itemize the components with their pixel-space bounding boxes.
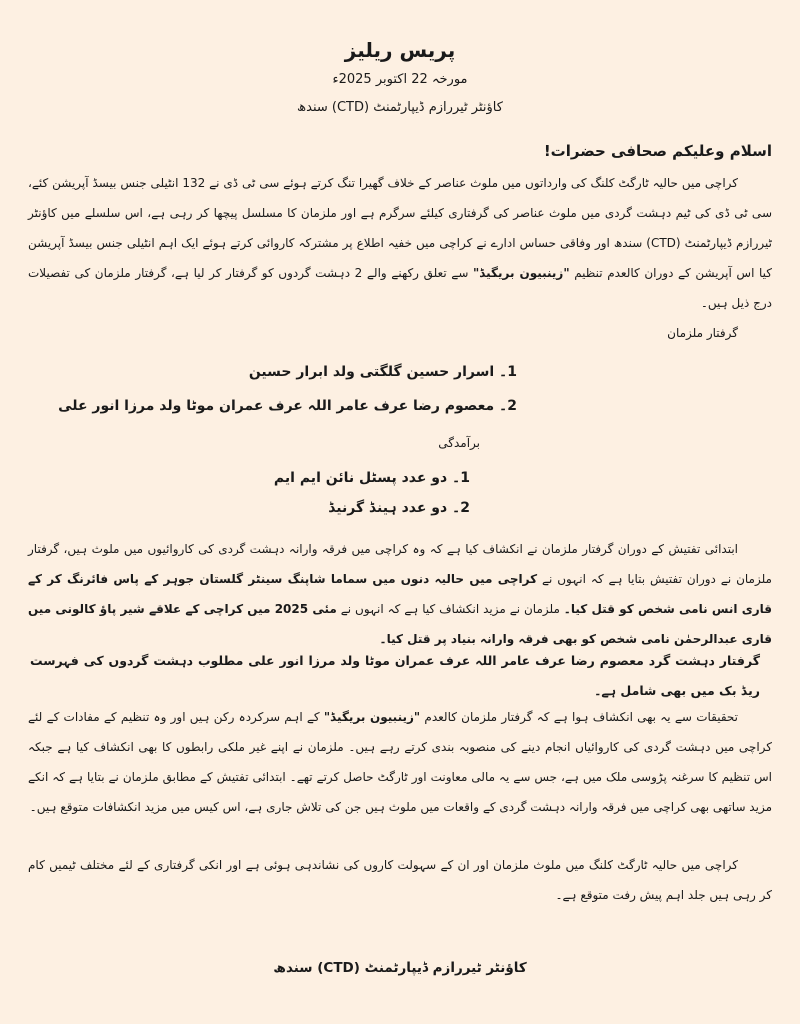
investigation-text-a: ابتدائی تفتیش کے دوران گرفتار ملزمان نے انکشاف کیا ہے کہ وہ کراچی میں فرقہ وارانہ دہشت گردی کی کاروائیوں میں ملوث ہیں، گرفتار ملزمان نے دوران تفتیش بتایا ہے کہ انہوں نے (28, 542, 772, 586)
intro-text-b: سے تعلق رکھنے والے 2 دہشت گردوں کو گرفتار کر لیا ہے، گرفتار ملزمان کی تفصیلات درج ذیل ہیں۔ (28, 266, 772, 310)
paragraph-investigation (28, 534, 772, 654)
accused-item: 1۔ اسرار حسین گلگتی ولد ابرار حسین (248, 364, 517, 380)
accused-item: 2۔ معصوم رضا عرف عامر اللہ عرف عمران موٹا ولد مرزا انور علی (58, 398, 517, 414)
investigation-bold-2: مئی 2025 میں کراچی کے علاقے شیر پاؤ کالونی میں قاری عبدالرحمٰن نامی شخص کو بھی فرقہ وارانہ بنیاد پر قتل کیا۔ (28, 602, 772, 646)
findings-organization: "زینبیون بریگیڈ" (323, 710, 421, 724)
paragraph-red-book: گرفتار دہشت گرد معصوم رضا عرف عامر اللہ عرف عمران موٹا ولد مرزا انور علی مطلوب دہشت گردوں کی فہرست ریڈ بک میں بھی شامل ہے۔ (30, 653, 760, 698)
accused-heading: گرفتار ملزمان (667, 326, 738, 340)
investigation-bold-1: کراچی میں حالیہ دنوں میں سماما شاپنگ سینٹر گلستان جوہر کے پاس فائرنگ کر کے قاری انس نامی شخص کو قتل کیا۔ (28, 572, 773, 616)
salutation: اسلام وعلیکم صحافی حضرات! (543, 142, 772, 160)
signature: کاؤنٹر ٹیررازم ڈیپارٹمنٹ (CTD) سندھ (273, 960, 527, 976)
findings-text-a: تحقیقات سے یہ بھی انکشاف ہوا ہے کہ گرفتار ملزمان کالعدم (420, 710, 738, 724)
recovery-item: 2۔ دو عدد ہینڈ گرنیڈ (328, 500, 470, 516)
organization-name: "زینبیون بریگیڈ" (472, 266, 570, 280)
intro-text-a: کراچی میں حالیہ ٹارگٹ کلنگ کی وارداتوں میں ملوث عناصر کے خلاف گھیرا تنگ کرتے ہوئے سی ٹی ڈی نے 132 انٹیلی جنس بیسڈ آپریشن کئے، سی ٹی ڈی کی ٹیم دہشت گردی میں ملوث عناصر کی گرفتاری کیلئے سرگرم ہے اور ملزمان کا مسلسل پیچھا کر رہی ہے، اس سلسلے میں کاؤنٹر ٹیررازم ڈیپارٹمنٹ (CTD) سندھ اور وفاقی حساس ادارے نے کراچی میں خفیہ اطلاع پر مشترکہ کاروائی کرتے ہوئے ایک اہم انٹیلی جنس بیسڈ آپریشن کیا اس آپریشن کے دوران کالعدم تنظیم (28, 176, 772, 280)
paragraph-closing: کراچی میں حالیہ ٹارگٹ کلنگ میں ملوث ملزمان اور ان کے سہولت کاروں کی نشاندہی ہوئی ہے اور انکی گرفتاری کے لئے مختلف ٹیمیں کام کر رہی ہیں جلد اہم پیش رفت متوقع ہے۔ (28, 858, 772, 902)
investigation-text-b: ملزمان نے مزید انکشاف کیا ہے کہ انہوں نے (336, 602, 564, 616)
document-date: مورخہ 22 اکتوبر 2025ء (332, 72, 468, 87)
paragraph-findings (28, 702, 772, 822)
paragraph-intro (28, 168, 772, 318)
department-name: کاؤنٹر ٹیررازم ڈیپارٹمنٹ (CTD) سندھ (297, 100, 503, 115)
findings-text-b: کے اہم سرکردہ رکن ہیں اور وہ تنظیم کے مفادات کے لئے کراچی میں دہشت گردی کی کاروائیاں انجام دینے کی منصوبہ بندی کرتے رہے ہیں۔ ملزمان نے اپنے غیر ملکی رابطوں کا بھی انکشاف کیا ہے جبکہ اس تنظیم کا سرغنہ پڑوسی ملک میں ہے، جس سے یہ مالی معاونت اور ٹارگٹ حاصل کرتے تھے۔ ابتدائی تفتیش کے مطابق ملزمان نے بتایا ہے کہ انکے مزید ساتھی بھی کراچی میں فرقہ وارانہ دہشت گردی کے واقعات میں ملوث ہیں جن کی تلاش جاری ہے، اس کیس میں مزید انکشافات متوقع ہیں۔ (28, 710, 772, 814)
recovery-heading: برآمدگی (438, 436, 480, 450)
document-title: پریس ریلیز (344, 38, 456, 62)
recovery-item: 1۔ دو عدد پسٹل نائن ایم ایم (273, 470, 470, 486)
